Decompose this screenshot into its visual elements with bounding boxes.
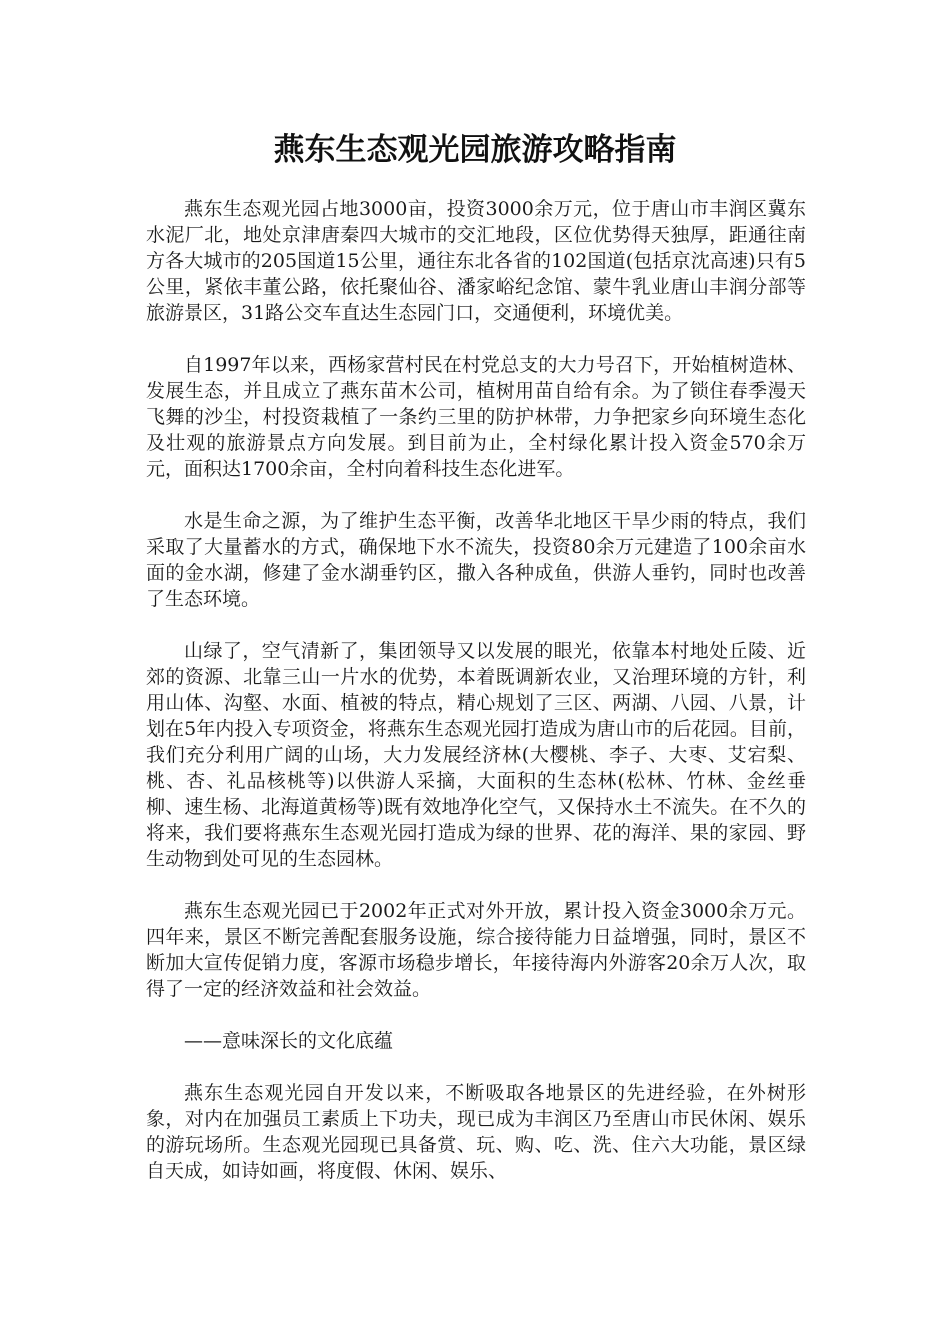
paragraph-location: 燕东生态观光园占地3000亩，投资3000余万元，位于唐山市丰润区冀东水泥厂北，地处京津唐秦四大城市的交汇地段，区位优势得天独厚，距通往南方各大城市的205国道15公里，通往东北各省的102国道(包括京沈高速)只有5公里，紧依丰董公路，依托聚仙谷、潘家峪纪念馆、蒙牛乳业唐山丰润分部等旅游景区，31路公交车直达生态园门口，交通便利，环境优美。 [146,198,806,324]
paragraph-history: 自1997年以来，西杨家营村民在村党总支的大力号召下，开始植树造林、发展生态，并且成立了燕东苗木公司，植树用苗自给有余。为了锁住春季漫天飞舞的沙尘，村投资栽植了一条约三里的防护林带，力争把家乡向环境生态化及壮观的旅游景点方向发展。到目前为止，全村绿化累计投入资金570余万元，面积达1700余亩，全村向着科技生态化进军。 [146,354,806,480]
document-body [146,196,806,1210]
paragraph-water: 水是生命之源，为了维护生态平衡，改善华北地区干旱少雨的特点，我们采取了大量蓄水的方式，确保地下水不流失，投资80余万元建造了100余亩水面的金水湖，修建了金水湖垂钓区，撒入各种成鱼，供游人垂钓，同时也改善了生态环境。 [146,510,806,610]
paragraph-culture: 燕东生态观光园自开发以来，不断吸取各地景区的先进经验，在外树形象，对内在加强员工素质上下功夫，现已成为丰润区乃至唐山市民休闲、娱乐的游玩场所。生态观光园现已具备赏、玩、购、吃、洗、住六大功能，景区绿自天成，如诗如画，将度假、休闲、娱乐、 [146,1082,806,1182]
document-title: 燕东生态观光园旅游攻略指南 [273,132,677,168]
paragraph-opening: 燕东生态观光园已于2002年正式对外开放，累计投入资金3000余万元。四年来，景区不断完善配套服务设施，综合接待能力日益增强，同时，景区不断加大宣传促销力度，客源市场稳步增长，年接待海内外游客20余万人次，取得了一定的经济效益和社会效益。 [146,900,806,1000]
paragraph-planning: 山绿了，空气清新了，集团领导又以发展的眼光，依靠本村地处丘陵、近郊的资源、北靠三山一片水的优势，本着既调新农业，又治理环境的方针，利用山体、沟壑、水面、植被的特点，精心规划了三区、两湖、八园、八景，计划在5年内投入专项资金，将燕东生态观光园打造成为唐山市的后花园。目前，我们充分利用广阔的山场，大力发展经济林(大樱桃、李子、大枣、艾宕梨、桃、杏、礼品核桃等)以供游人采摘，大面积的生态林(松林、竹林、金丝垂柳、速生杨、北海道黄杨等)既有效地净化空气，又保持水土不流失。在不久的将来，我们要将燕东生态观光园打造成为绿的世界、花的海洋、果的家园、野生动物到处可见的生态园林。 [146,640,806,870]
section-subheading: ——意味深长的文化底蕴 [184,1030,394,1052]
